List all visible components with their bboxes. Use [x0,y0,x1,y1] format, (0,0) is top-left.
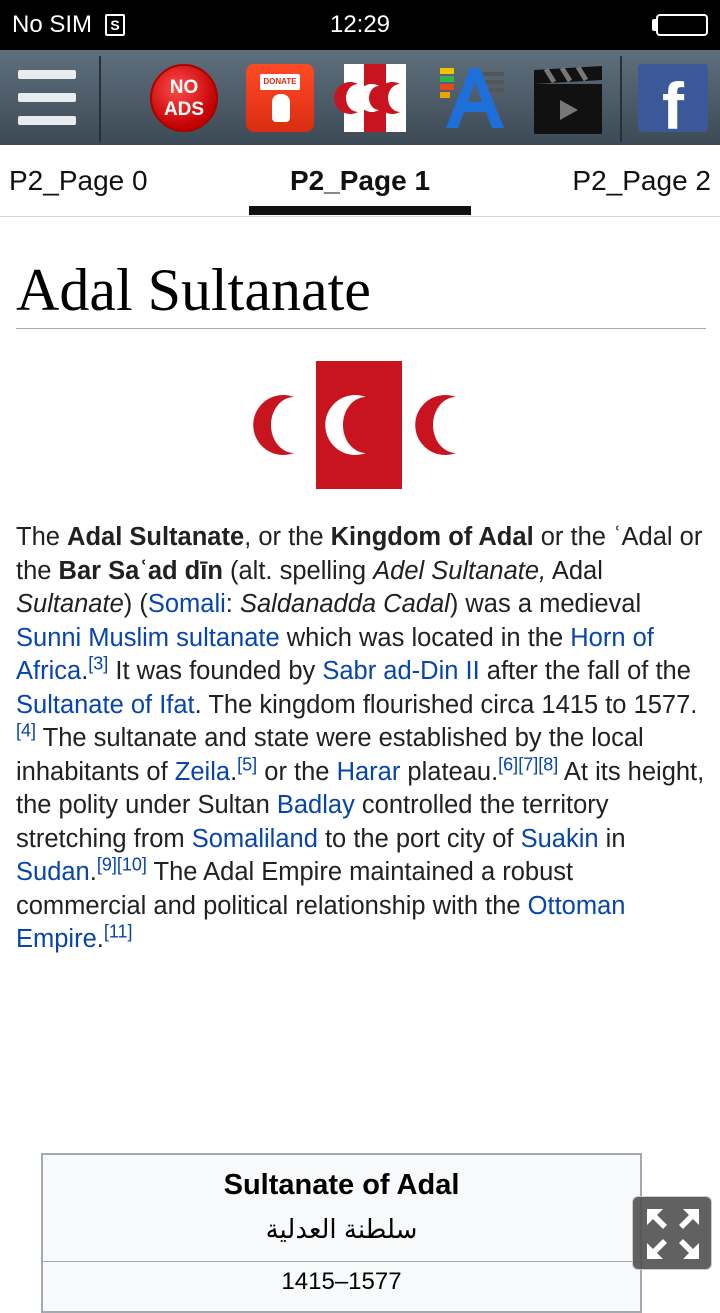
article [16,218,706,957]
link-zeila[interactable]: Zeila [174,757,231,786]
carrier-label: No SIM [12,11,93,38]
link-horn-of-africa[interactable]: Horn of Africa [16,623,654,685]
ref-10[interactable]: [10] [116,854,147,875]
ref-7[interactable]: [7] [518,754,539,774]
app-toolbar [0,50,720,145]
article-title: Adal Sultanate [16,260,706,329]
ref-11[interactable]: [11] [103,921,133,942]
tab-page-0[interactable]: P2_Page 0 [9,165,148,196]
no-ads-label-1: NO [169,77,199,98]
active-tab-indicator [249,206,471,215]
ref-4[interactable]: [4] [16,720,37,741]
donate-button[interactable] [246,64,314,132]
link-somali[interactable]: Somali [147,590,226,618]
no-ads-button[interactable] [150,64,218,132]
link-badlay[interactable]: Badlay [276,791,355,819]
no-ads-label-2: ADS [163,99,205,120]
infobox-title: Sultanate of Adal [223,1169,460,1201]
infobox-years: 1415–1577 [281,1268,402,1295]
toolbar-divider [99,56,101,142]
ref-9[interactable]: [9] [96,854,117,875]
intro-paragraph: The Adal Sultanate, or the Kingdom of Adal or the ʿAdal or the Bar Saʿad dīn (alt. spelling Adel Sultanate, Adal Sultanate) (Somali: Saldanadda Cadal) was a medieval Sunni Muslim sultanate which was located in the Horn of Africa.[3] It was founded by Sabr ad-Din II after the fall of the Sultanate of Ifat. The kingdom flourished circa 1415 to 1577.[4] The sultanate and state were established by the local inhabitants of Zeila.[5] or the Harar plateau.[6][7][8] At its height, the polity under Sultan Badlay controlled the territory stretching from Somaliland to the port city of Suakin in Sudan.[9][10] The Adal Empire maintained a robust commercial and political relationship with the Ottoman Empire.[11] [16,523,705,953]
link-sunni-muslim[interactable]: Sunni Muslim [16,623,170,652]
ref-6[interactable]: [6] [498,754,519,774]
ref-8[interactable]: [8] [538,754,559,774]
link-sultanate-of-ifat[interactable]: Sultanate of Ifat [16,690,195,719]
fullscreen-expand-icon [633,1197,713,1271]
sim-icon: S [105,14,125,36]
link-harar[interactable]: Harar [336,757,401,786]
infobox [41,1153,642,1313]
adal-flag-icon [344,64,406,132]
link-ottoman-empire[interactable]: Ottoman Empire [16,891,626,953]
infobox-divider [43,1261,640,1262]
status-bar [0,0,720,50]
adal-flag-image[interactable] [254,361,464,489]
ref-5[interactable]: [5] [237,754,258,774]
link-suakin[interactable]: Suakin [520,824,599,853]
hand-pointer-icon [272,94,290,122]
tab-page-2[interactable]: P2_Page 2 [572,165,711,196]
facebook-button[interactable]: f [638,64,708,132]
infobox-native-name: سلطنة العدلية [265,1214,418,1244]
font-size-button[interactable] [438,64,508,132]
clapperboard-icon [532,64,604,136]
flag-container [16,361,706,491]
flag-app-button[interactable] [344,64,406,132]
hamburger-menu-icon[interactable] [18,70,76,126]
tab-page-1[interactable]: P2_Page 1 [289,165,431,196]
toolbar-divider [620,56,622,142]
clock: 12:29 [329,11,391,38]
link-sultanate[interactable]: sultanate [176,623,280,652]
battery-icon [656,14,708,36]
font-size-icon [438,64,508,132]
video-button[interactable] [532,64,604,132]
link-somaliland[interactable]: Somaliland [191,824,318,853]
link-sudan[interactable]: Sudan [16,858,90,886]
page-tabs [0,145,720,217]
donate-label: DONATE [260,74,300,90]
link-sabr-ad-din[interactable]: Sabr ad-Din II [322,657,480,685]
ref-3[interactable]: [3] [88,653,109,674]
fullscreen-button[interactable] [632,1196,712,1270]
